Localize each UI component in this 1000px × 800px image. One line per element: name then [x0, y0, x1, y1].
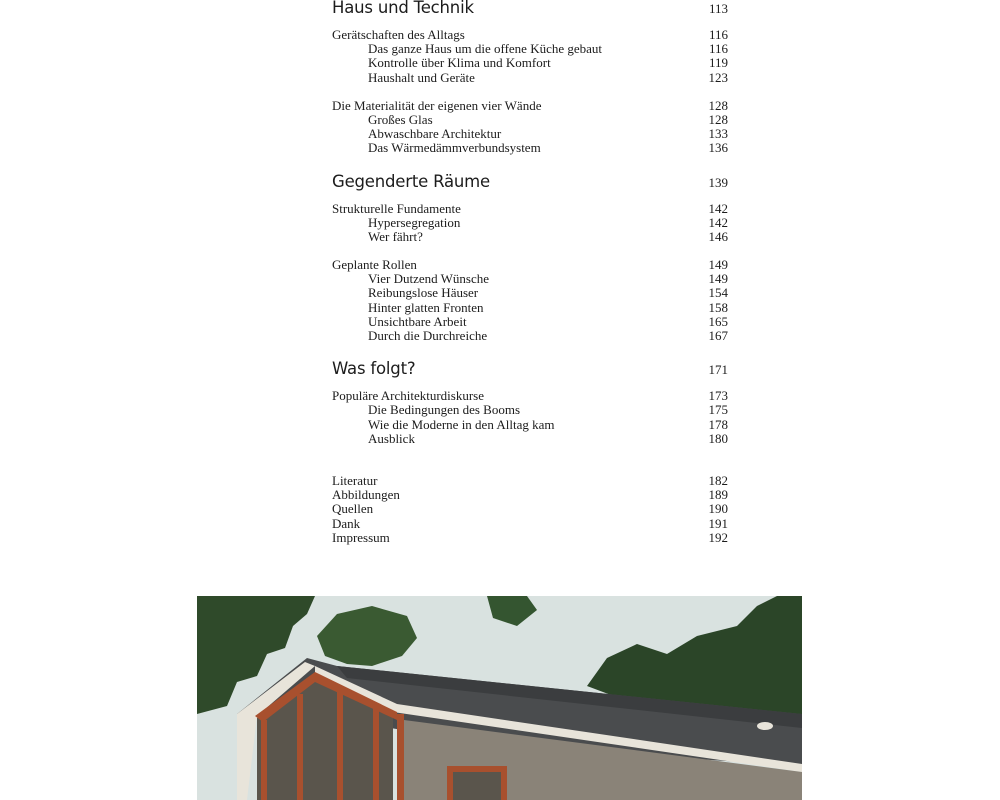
toc-entry-title: Ausblick	[368, 430, 415, 446]
toc-entry	[332, 216, 728, 230]
toc-entry	[332, 403, 728, 417]
toc-entry-page: 146	[708, 228, 728, 244]
toc-group	[332, 28, 728, 85]
toc-entry-page: 123	[708, 69, 728, 85]
toc-entry-page: 128	[708, 111, 728, 127]
toc-entry-title: Geplante Rollen	[332, 257, 417, 273]
toc-entry-title: Hinter glatten Fronten	[368, 299, 484, 315]
toc-group	[332, 389, 728, 446]
toc-entry-title: Vier Dutzend Wünsche	[368, 271, 489, 287]
toc-entry	[332, 432, 728, 446]
toc-section-title: Gegenderte Räume	[332, 171, 490, 191]
toc-entry	[332, 315, 728, 329]
toc-entry-title: Haushalt und Geräte	[368, 69, 475, 85]
toc-entry	[332, 502, 728, 516]
toc-backmatter	[332, 474, 728, 545]
toc-entry-title: Strukturelle Fundamente	[332, 200, 461, 216]
toc-entry-title: Durch die Durchreiche	[368, 328, 488, 343]
toc-entry	[332, 531, 728, 545]
toc-entry-title: Wie die Moderne in den Alltag kam	[368, 416, 555, 432]
toc-section-page: 171	[708, 362, 728, 378]
toc-entry-page: 116	[708, 41, 728, 57]
toc-entry-page: 149	[708, 257, 728, 273]
toc-entry-title: Abbildungen	[332, 487, 400, 503]
photo-window-right-glass	[453, 772, 501, 800]
toc-entry-title: Quellen	[332, 501, 374, 517]
toc-section-page: 113	[708, 1, 728, 16]
toc-section	[332, 0, 728, 156]
toc-entry-page: 119	[708, 55, 728, 71]
toc-entry-page: 175	[708, 402, 728, 418]
toc-entry-page: 189	[708, 487, 728, 503]
toc-entry-page: 149	[708, 271, 728, 287]
toc-entry-page: 128	[708, 97, 728, 113]
toc-entry-title: Gerätschaften des Alltags	[332, 27, 465, 42]
toc-entry-title: Die Bedingungen des Booms	[368, 402, 521, 418]
toc-entry-title: Wer fährt?	[368, 228, 423, 244]
toc-entry-page: 182	[708, 472, 728, 488]
house-photo	[197, 596, 802, 800]
toc-entry-title: Das ganze Haus um die offene Küche gebaut	[368, 41, 603, 57]
toc-entry-page: 136	[708, 140, 728, 156]
toc-entry-page: 173	[708, 388, 728, 404]
toc-entry-page: 167	[708, 328, 728, 343]
toc-entry	[332, 127, 728, 141]
toc-section-heading	[332, 172, 728, 194]
photo-roof-vent	[757, 722, 773, 730]
toc-entry	[332, 141, 728, 155]
toc-entry-title: Hypersegregation	[368, 214, 461, 230]
toc-entry-title: Reibungslose Häuser	[368, 285, 479, 301]
toc-entry	[332, 71, 728, 85]
toc-entry	[332, 258, 728, 272]
toc-section	[332, 359, 728, 446]
toc-entry-title: Großes Glas	[368, 111, 433, 127]
toc-entry-title: Unsichtbare Arbeit	[368, 313, 467, 329]
toc-entry	[332, 230, 728, 244]
toc-entry-page: 142	[708, 214, 728, 230]
toc-entry	[332, 389, 728, 403]
toc-entry-title: Dank	[332, 515, 361, 531]
toc-entry	[332, 301, 728, 315]
toc-entry-title: Das Wärmedämmverbundsystem	[368, 140, 541, 156]
toc-entry-page: 192	[708, 529, 728, 545]
toc-entry-title: Populäre Architekturdiskurse	[332, 388, 484, 404]
toc-entry-page: 154	[708, 285, 728, 301]
toc-entry-page: 116	[708, 27, 728, 42]
toc-entry-title: Die Materialität der eigenen vier Wände	[332, 97, 542, 113]
toc-entry-title: Literatur	[332, 472, 378, 488]
toc-entry-title: Impressum	[332, 529, 390, 545]
toc-entry-title: Kontrolle über Klima und Komfort	[368, 55, 551, 71]
toc-section-title: Was folgt?	[332, 359, 416, 379]
toc-section	[332, 172, 728, 344]
toc-entry	[332, 28, 728, 42]
toc-section-title: Haus und Technik	[332, 0, 474, 17]
toc-entry-page: 191	[708, 515, 728, 531]
toc-entry-page: 165	[708, 313, 728, 329]
toc-entry-title: Abwaschbare Architektur	[368, 126, 502, 142]
toc-entry	[332, 42, 728, 56]
toc-entry	[332, 272, 728, 286]
toc-entry	[332, 474, 728, 488]
toc-entry	[332, 418, 728, 432]
toc-entry	[332, 99, 728, 113]
toc-section-page: 139	[708, 174, 728, 190]
toc-entry	[332, 517, 728, 531]
toc-entry-page: 190	[708, 501, 728, 517]
toc-entry-page: 178	[708, 416, 728, 432]
toc-entry-page: 180	[708, 430, 728, 446]
toc-entry-page: 158	[708, 299, 728, 315]
toc-entry	[332, 202, 728, 216]
toc-entry	[332, 113, 728, 127]
toc-group	[332, 99, 728, 156]
toc-entry-page: 133	[708, 126, 728, 142]
toc-group	[332, 258, 728, 343]
toc-entry	[332, 488, 728, 502]
toc-entry	[332, 329, 728, 343]
toc-entry	[332, 56, 728, 70]
toc-section-heading	[332, 359, 728, 381]
toc-group	[332, 202, 728, 245]
toc-entry-page: 142	[708, 200, 728, 216]
toc-entry	[332, 286, 728, 300]
table-of-contents	[332, 0, 728, 545]
toc-section-heading	[332, 0, 728, 20]
